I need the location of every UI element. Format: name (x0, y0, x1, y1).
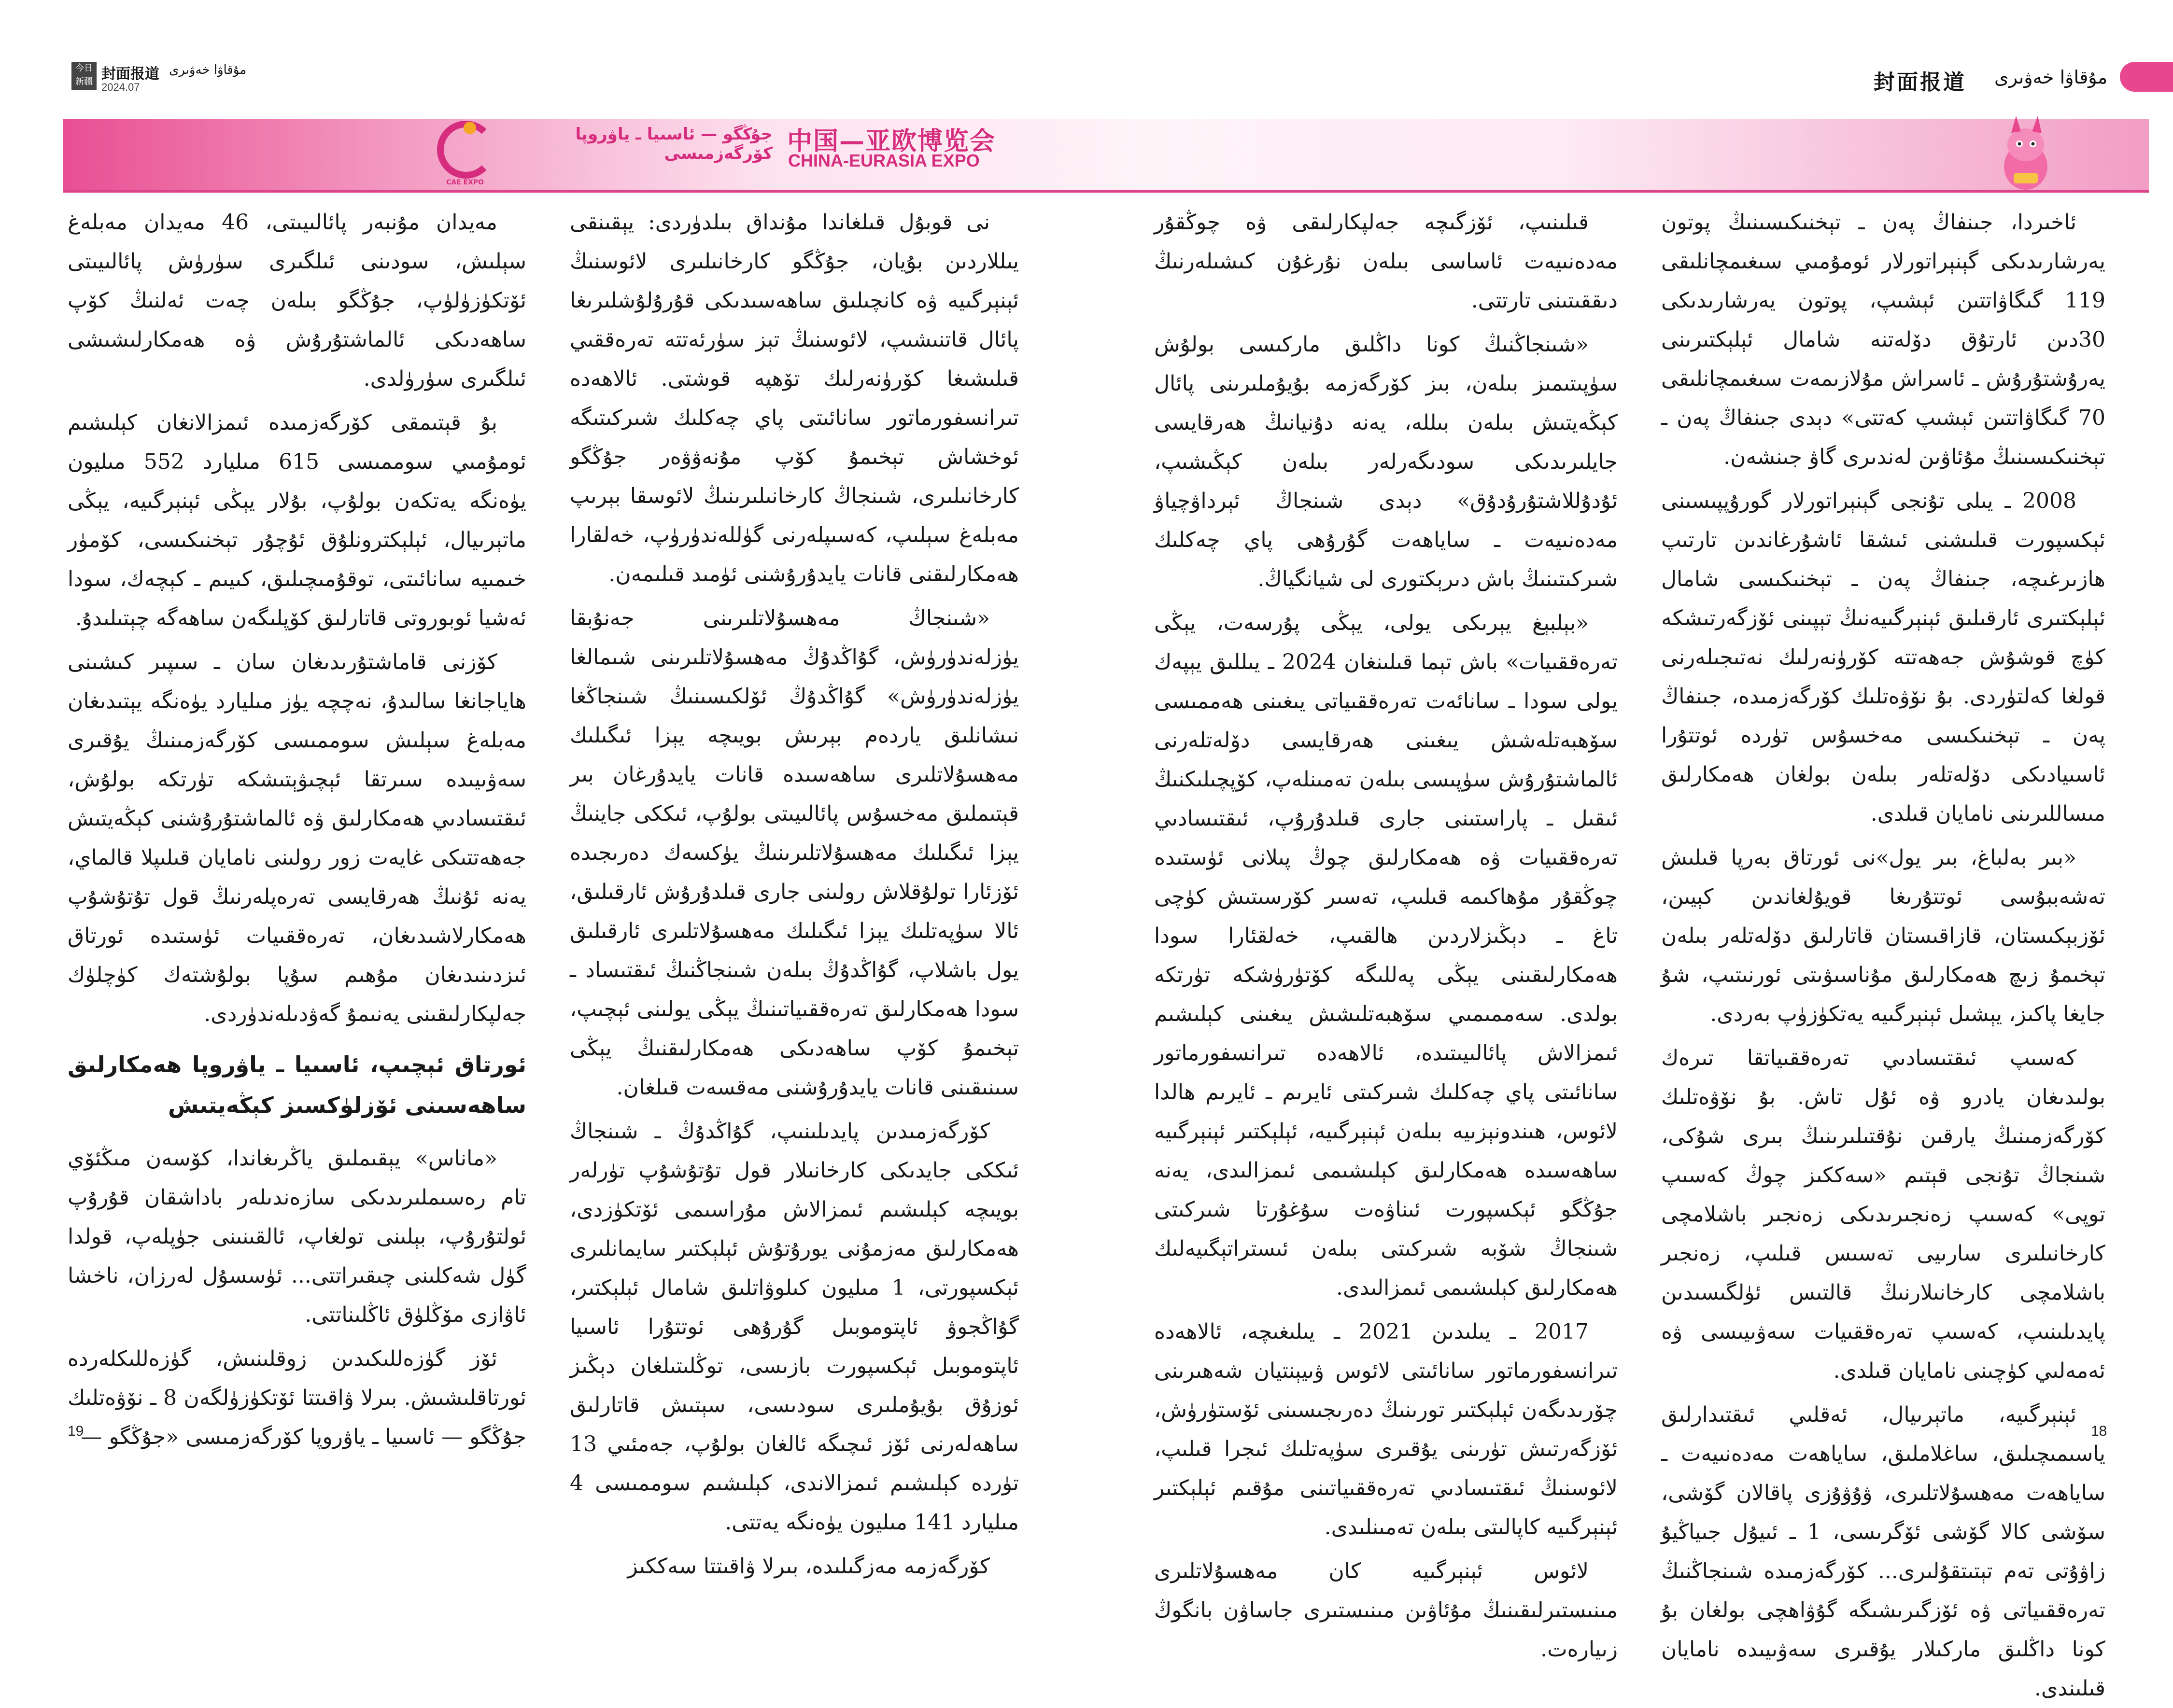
paragraph: بۇ قېتىمقى كۆرگەزمىدە ئىمزالانغان كېلىشىم ئومۇمىي سوممىسى 615 مىليارد 552 مىليون يۈەنگە يەتكەن بولۇپ، بۇلار يېڭى ئېنېرگىيە، يېڭى ماتېرىيال، ئېلېكترونلۇق ئۇچۇر تېخنىكىسى، كۆمۈر خىمىيە سانائىتى، توقۇمىچىلىق، كىيىم ـ كېچەك، سودا ئەشيا ئوبوروتى قاتارلىق كۆپلىگەن ساھەگە چېتىلىدۇ. (68, 410, 527, 630)
paragraph: كۆرگەزمىدىن پايدىلىنىپ، گۇاڭدۇڭ ـ شىنجاڭ ئىككى جايدىكى كارخانىلار قول تۇتۇشۇپ تۈرلەر بويىچە كېلىشىم ئىمزالاش مۇراسىمى ئۆتكۈزدى، ھەمكارلىق مەزمۇنى يورۇتۇش ئېلېكتىر سايمانلىرى ئېكسپورتى، 1 مىليون كىلوۋاتلىق شامال ئېلېكتىر، گۇاڭجوۋ ئاپتوموبىل گۇرۇھى ئوتتۇرا ئاسىيا ئاپتوموبىل ئېكسپورت بازىسى، توڭلىتىلغان دېڭىز ئوزۇق بۇيۇملىرى سودىسى، سېتىش قاتارلىق ساھەلەرنى ئۆز ئىچىگە ئالغان بولۇپ، جەمئىي 13 تۈردە كېلىشىم ئىمزالاندى، كېلىشىم سوممىسى 4 مىليارد 141 مىليون يۈەنگە يەتتى. (570, 1119, 1019, 1535)
left-section-title: 封面报道 (101, 66, 159, 83)
banner-title-ug: جۇڭگو — ئاسىيا ـ ياۋروپا كۆرگەزمىسى (575, 125, 773, 163)
expo-logo-text: CAE EXPO (446, 179, 484, 186)
paragraph: 2017 ـ يىلىدىن 2021 ـ يىلىغىچە، ئالاھەدە تىرانسفورماتور سانائىتى لائوس ۋىيېنتيان شەھىرىنى چۆرىدىگەن ئېلېكتىر تورىنىڭ دەرىجىسىنى ئۆستۈرۈش، ئۆزگەرتىش تۈرىنى يۇقىرى سۈپەتلىك ئىجرا قىلىپ، لائوسنىڭ ئىقتىسادىي تەرەققىياتىنى مۇقىم ئېلېكتىر ئېنېرگىيە كاپالىتى بىلەن تەمىنلىدى. (1154, 1319, 1618, 1540)
paragraph: «بېلبېغ يېرىكى يولى، يېڭى پۇرسەت، يېڭى تەرەققىيات» باش تېما قىلىنغان 2024 ـ يىللىق يېپەك يولى سودا ـ سانائەت تەرەققىياتى يىغىنى ھەممىسى سۆھبەتلەشش يىغىنى ھەرقايسى دۆلەتلەرنى ئالماشتۇرۇش سۈپىسى بىلەن تەمىنلەپ، كۆپچىلىكنىڭ ئىقىل ـ پاراستىنى جارى قىلدۇرۇپ، ئىقتىسادىي تەرەققىيات ۋە ھەمكارلىق چوڭ پىلانى ئۈستىدە چوڭقۇر مۇھاكىمە قىلىپ، تەسىر كۆرسىتىش كۈچى تاغ ـ دېڭىزلاردىن ھالقىپ، خەلقئارا سودا ھەمكارلىقىنى يېڭى پەللىگە كۆتۈرۈشكە تۈرتكە بولدى. سەممىمىي سۆھبەتلىشش يىغىنى كېلىشىم ئىمزالاش پائالىيىتىدە، ئالاھەدە تىرانسفورماتور سانائىتى پاي چەكلىك شىركىتى ئايرىم ـ ئايرىم ھالدا لائوس، ھىندونېزىيە بىلەن ئېنېرگىيە، ئېلېكتىر ئېنېرگىيە ساھەسىدە ھەمكارلىق كېلىشىمى ئىمزالىدى، يەنە جۇڭگو ئېكسپورت ئىناۋەت سۇغۇرتا شىركىتى شىنجاڭ شۆبە شىركىتى بىلەن ئىستراتېگىيەلىك ھەمكارلىق كېلىشىمى ئىمزالىدى. (1154, 611, 1618, 1300)
paragraph: لائوس ئېنېرگىيە كان مەھسۇلاتلىرى مىنىستىرلىقىنىڭ مۇئاۋىن مىنىستىرى جاساۋن بانگوڭ زىيارەت. (1154, 1559, 1618, 1662)
paragraph: «شىنجاڭنىڭ كونا داڭلىق ماركىسى بولۇش سۈپىتىمىز بىلەن، بىز كۆرگەزمە بۇيۇملىرىنى پائال كېڭەيتىش بىلەن بىللە، يەنە دۇنيانىڭ ھەرقايسى جايلىرىدىكى سودىگەرلەر بىلەن كېڭىشىپ، ئۇدۇللاشتۇرۇدۇق» دېدى شىنجاڭ ئېرداۋچياۋ مەدەنىيەت ـ ساياھەت گۇرۇھى پاي چەكلىك شىركىتىنىڭ باش دىرېكتورى لى شيانگياڭ. (1154, 332, 1618, 591)
paragraph: مەيدان مۇنبەر پائالىيىتى، 46 مەيدان مەبلەغ سېلىش، سودىنى ئىلگىرى سۈرۈش پائالىيىتى ئۆتكۈزۈلۈپ، جۇڭگو بىلەن چەت ئەلنىڭ كۆپ ساھەدىكى ئالماشتۇرۇش ۋە ھەمكارلىشىشى ئىلگىرى سۈرۈلدى. (68, 210, 526, 391)
right-section-title-ug: مۇقاۋا خەۋىرى (1994, 67, 2108, 88)
paragraph: كۆرگەزمە مەزگىلىدە، بىرلا ۋاقىتتا سەككىز (627, 1554, 990, 1579)
magazine-badge: 今日新疆 (71, 62, 97, 90)
paragraph: قىلىنىپ، ئۆزگىچە جەلپكارلىقى ۋە چوڭقۇر مەدەنىيەت ئاساسى بىلەن نۇرغۇن كىشىلەرنىڭ دىققىتىنى تارتتى. (1154, 210, 1618, 313)
paragraph: ئاخىردا، جىنفاڭ پەن ـ تېخنىكىسىنىڭ پوتون يەرشارىدىكى گېنېراتورلار ئومۇمىي سىغىمچانلىقى 119 گىگاۋاتتىن ئېشىپ، پوتون يەرشارىدىكى 30دىن ئارتۇق دۆلەتنە شامال ئېلېكتىرىنى يەرۇشتۇرۇش ـ ئاسراش مۇلازىمەت سىغىمچانلىقى 70 گىگاۋاتتىن ئېشىپ كەتتى» دېدى جىنفاڭ پەن ـ تېخنىكىسىنىڭ مۇئاۋىن لەندىرى گاۋ جىنشەن. (1661, 210, 2105, 469)
paragraph: «شىنجاڭ مەھسۇلاتلىرىنى جەنۇبقا يۈزلەندۈرۈش، گۇاڭدۇڭ مەھسۇلاتلىرىنى شىمالغا يۈزلەندۈرۈش» گۇاڭدۇڭ ئۆلكىسىنىڭ شىنجاڭغا نىشانلىق ياردەم بېرىش بويىچە يېزا ئىگىلىك مەھسۇلاتلىرى ساھەسىدە قانات يايدۇرغان بىر قېتىملىق مەخسۇس پائالىيىتى بولۇپ، ئىككى جاينىڭ يېزا ئىگىلىك مەھسۇلاتلىرىنىڭ يۈكسەك دەرىجىدە ئۆزئارا تولۇقلاش رولىنى جارى قىلدۇرۇش ئارقىلىق، ئالا سۈپەتلىك يېزا ئىگىلىك مەھسۇلاتلىرى ئارقىلىق يول باشلاپ، گۇاڭدۇڭ بىلەن شىنجاڭنىڭ ئىقتىساد ـ سودا ھەمكارلىق تەرەققىياتىنىڭ يېڭى يولىنى ئېچىپ، تېخىمۇ كۆپ ساھەدىكى ھەمكارلىقنىڭ يېڭى سىنىقىنى قانات يايدۇرۇشنى مەقسەت قىلغان. (570, 606, 1019, 1100)
paragraph: «بىر بەلباغ، بىر يول»نى ئورتاق بەرپا قىلىش تەشەببۇسى ئوتتۇرىغا قويۇلغاندىن كېيىن، ئۆزبېكىستان، قازاقىستان قاتارلىق دۆلەتلەر بىلەن تېخىمۇ زىچ ھەمكارلىق مۇناسىۋىتى ئورنىتىپ، شۇ جايغا پاكىز، يېشىل ئېنېرگىيە يەتكۈزۈپ بەردى. (1661, 845, 2105, 1026)
page-number-right: 18 (2091, 1423, 2107, 1439)
expo-banner (63, 119, 2149, 191)
paragraph: نى قوبۇل قىلغاندا مۇنداق بىلدۈردى: يېقىنقى يىللاردىن بۇيان، جۇڭگو كارخانىلىرى لائوسنىڭ ئېنېرگىيە ۋە كانچىلىق ساھەسىدىكى قۇرۇلۇشلىرىغا پائال قاتنىشىپ، لائوسنىڭ تېز سۈرئەتتە تەرەققىي قىلىشىغا كۆرۈنەرلىك تۆھپە قوشتى. ئالاھەدە تىرانسفورماتور سانائىتى پاي چەكلىك شىركىتىگە ئوخشاش تېخىمۇ كۆپ مۇنەۋۋەر جۇڭگو كارخانىلىرى، شىنجاڭ كارخانىلىرىنىڭ لائوسقا بېرىپ مەبلەغ سېلىپ، كەسىپلەرنى گۈللەندۈرۈپ، خەلقارا ھەمكارلىقنى قانات يايدۇرۇشنى ئۈمىد قىلىمەن. (570, 210, 1019, 587)
page-number-left: 19 (68, 1423, 84, 1439)
banner-title-en: CHINA-EURASIA EXPO (788, 151, 980, 170)
banner-underline (63, 190, 2149, 193)
paragraph: كەسىپ ئىقتىسادىي تەرەققىياتقا تىرەك بولىدىغان يادرو ۋە ئۇل تاش. بۇ نۆۋەتلىك كۆرگەزمىنىڭ يارقىن نۇقتىلىرىنىڭ بىرى شۇكى، شىنجاڭ تۇنجى قېتىم «سەككىز چوڭ كەسىپ توپى» كەسىپ زەنجىرىدىكى زەنجىر باشلامچى كارخانىلىرى سارىيى تەسىس قىلىپ، زەنجىر باشلامچى كارخانىلارنىڭ قالتىس ئۈلگىسىدىن پايدىلىنىپ، كەسىپ تەرەققىيات سەۋىيىسى ۋە ئەمەلىي كۈچىنى نامايان قىلدى. (1661, 1046, 2105, 1383)
section-heading: ئورتاق ئېچىپ، ئاسىيا ـ ياۋروپا ھەمكارلىق ساھەسىنى ئۆزلۈكسىز كېڭەيتىش (68, 1051, 526, 1118)
right-section-title: 封面报道 (1874, 70, 1966, 95)
paragraph: ئېنېرگىيە، ماتېرىيال، ئەقلىي ئىقتىدارلىق ياسىمىچىلىق، ساغلاملىق، ساياھەت مەدەنىيەت ـ ساياھەت مەھسۇلاتلىرى، ۋۇۋۇزى پاقالان گۆشى، سۆشى كالا گۆشى ئۆگرىسى، 1 ـ ئىيۇل جىياڭيۇ زاۋۇتى تەم تېتىتقۇلىرى... كۆرگەزمىدە شىنجاڭنىڭ تەرەققىياتى ۋە ئۆزگىرىشىگە گۇۋاھچى بولغان بۇ كونا داڭلىق ماركىلار يۇقىرى سەۋىيىدە نامايان قىلىندى. (1661, 1402, 2105, 1701)
paragraph: «ماناس» يېقىملىق ياڭرىغاندا، كۆسەن مىڭئۆي تام رەسىملىرىدىكى سازەندىلەر باداشقان قۇرۇپ ئولتۇرۇپ، بېلىنى تولغاپ، ئالقىنىنى جۈپلەپ، قولدا گۈل شەكلىنى چىقىراتتى... ئۈسسۇل لەرزان، ناخشا ئاۋازى مۆڭلۈق ئاڭلىناتتى. (68, 1146, 526, 1327)
expo-mascot-icon (1990, 116, 2062, 193)
paragraph: ئۆز گۈزەللىكىدىن زوقلىنىش، گۈزەللىكلەردە ئورتاقلىشىش. بىرلا ۋاقىتتا ئۆتكۈزۈلگەن 8 ـ نۆۋەتلىك جۇڭگو — ئاسىيا ـ ياۋروپا كۆرگەزمىسى «جۇڭگو — (68, 1346, 526, 1449)
issue-date: 2024.07 (101, 81, 140, 93)
column-left-inner (570, 203, 1019, 1579)
paragraph: 2008 ـ يىلى تۇنجى گېنېراتورلار گورۇپپىسىنى ئېكسپورت قىلىشنى ئىشقا ئاشۇرغاندىن تارتىپ ھازىرغىچە، جىنفاڭ پەن ـ تېخنىكىسى شامال ئېلېكتىرى ئارقىلىق ئېنېرگىيەنىڭ تېپىنى ئۆزگەرتىشكە كۈچ قوشۇش جەھەتتە كۆرۈنەرلىك نەتىجىلەرنى قولغا كەلتۈردى. بۇ نۆۋەتلىك كۆرگەزمىدە، جىنفاڭ پەن ـ تېخنىكىسى مەخسۇس تۈردە ئوتتۇرا ئاسىيادىكى دۆلەتلەر بىلەن بولغان ھەمكارلىق مىساللىرىنى نامايان قىلدى. (1661, 489, 2105, 826)
column-right-inner (1154, 203, 1618, 1662)
page-tab-marker (2120, 62, 2173, 92)
banner-title-cn: 中国—亚欧博览会 (787, 127, 996, 156)
paragraph: كۆزنى قاماشتۇرىدىغان سان ـ سىپىر كىشىنى ھاياجانغا سالىدۇ، نەچچە يۈز مىليارد يۈەنگە يېتىدىغان مەبلەغ سېلىش سوممىسى كۆرگەزمىنىڭ يۇقىرى سەۋىيىدە سىرتقا ئېچىۋېتىشكە تۈرتكە بولۇش، ئىقتىسادىي ھەمكارلىق ۋە ئالماشتۇرۇشنى كېڭەيتىش جەھەتتىكى غايەت زور رولىنى نامايان قىلىپلا قالماي، يەنە ئۇنىڭ ھەرقايسى تەرەپلەرنىڭ قول تۇتۇشۇپ ھەمكارلاشىدىغان، تەرەققىيات ئۈستىدە ئورتاق ئىزدىنىدىغان مۇھىم سۇپا بولۇشتەك كۈچلۈك جەلپكارلىقىنى يەنىمۇ گەۋدىلەندۈردى. (68, 650, 526, 1026)
expo-logo-dot-icon (464, 122, 476, 134)
left-section-title-ug: مۇقاۋا خەۋىرى (169, 63, 247, 77)
